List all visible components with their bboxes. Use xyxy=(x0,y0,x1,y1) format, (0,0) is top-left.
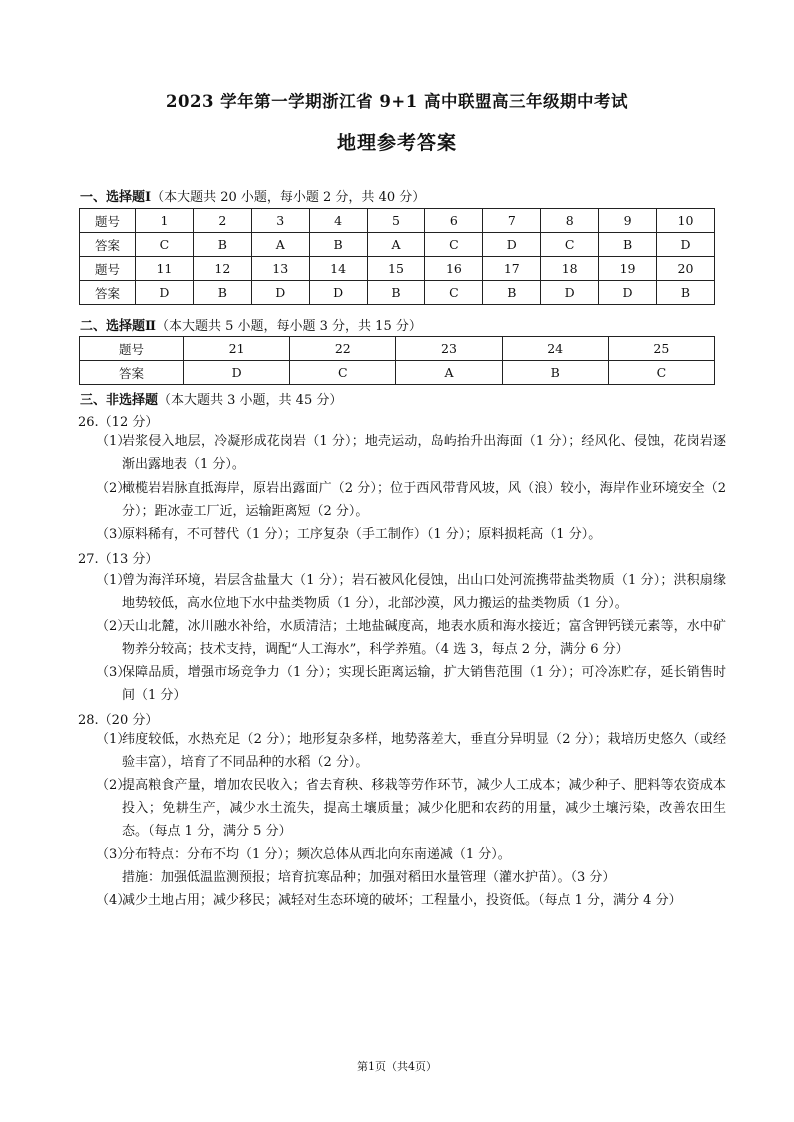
table-cell: D xyxy=(483,233,541,257)
table-cell: C xyxy=(425,233,483,257)
table-cell: C xyxy=(136,233,194,257)
table-cell: 6 xyxy=(425,209,483,233)
table-cell: 19 xyxy=(599,257,657,281)
q28-answer-4 xyxy=(96,889,726,912)
answer-text: 原料稀有，不可替代（1 分）；工序复杂（手工制作）（1 分）；原料损耗高（1 分）。 xyxy=(122,527,602,542)
table-row xyxy=(80,361,715,385)
section2-note: （本大题共 5 小题，每小题 3 分，共 15 分） xyxy=(155,319,422,334)
row-label: 题号 xyxy=(80,209,136,233)
row-label: 答案 xyxy=(80,281,136,305)
table-cell: 3 xyxy=(251,209,309,233)
answer-label: （3） xyxy=(96,527,131,542)
answer-label: （2） xyxy=(96,481,131,496)
answer-text: 橄榄岩岩脉直抵海岸，原岩出露面广（2 分）；位于西风带背风坡，风（浪）较小，海岸作业环境安全（2 分）；距冰壶工厂近，运输距离短（2 分）。 xyxy=(122,481,726,519)
table-cell: D xyxy=(184,361,290,385)
q28-title: 28.（20 分） xyxy=(78,713,159,728)
answer-text: 岩浆侵入地层，冷凝形成花岗岩（1 分）；地壳运动，岛屿抬升出海面（1 分）；经风化、侵蚀，花岗岩逐渐出露地表（1 分）。 xyxy=(122,434,726,472)
answer-text: 保障品质，增强市场竞争力（1 分）；实现长距离运输，扩大销售范围（1 分）；可冷冻贮存，延长销售时间（1 分） xyxy=(122,665,726,703)
table-cell: B xyxy=(193,281,251,305)
answer-label: （2） xyxy=(96,619,131,634)
table-cell: 8 xyxy=(541,209,599,233)
table-row xyxy=(80,209,715,233)
table-cell: A xyxy=(396,361,502,385)
table-row xyxy=(80,233,715,257)
answer-label: （4） xyxy=(96,893,131,908)
row-label: 题号 xyxy=(80,257,136,281)
section1-title: 一、选择题Ⅰ xyxy=(80,190,152,205)
section2-heading xyxy=(80,315,422,334)
table-row xyxy=(80,337,715,361)
table-cell: 22 xyxy=(290,337,396,361)
section2-title: 二、选择题Ⅱ xyxy=(80,319,156,334)
section3-title: 三、非选择题 xyxy=(80,393,159,408)
table-cell: 24 xyxy=(502,337,608,361)
table-cell: 9 xyxy=(599,209,657,233)
table-cell: 13 xyxy=(251,257,309,281)
answer-key-subtitle: 地理参考答案 xyxy=(336,132,457,154)
table-cell: 15 xyxy=(367,257,425,281)
table-cell: 10 xyxy=(657,209,715,233)
q26-answer-2 xyxy=(96,477,726,523)
q26-title: 26.（12 分） xyxy=(78,415,159,430)
choice-table-2 xyxy=(79,336,715,385)
table-cell: 12 xyxy=(193,257,251,281)
q26-answer-3 xyxy=(96,523,726,546)
table-cell: 1 xyxy=(136,209,194,233)
table-cell: D xyxy=(136,281,194,305)
table-cell: 20 xyxy=(657,257,715,281)
table-cell: 25 xyxy=(608,337,714,361)
answer-label: （2） xyxy=(96,778,131,793)
answer-text: 天山北麓，冰川融水补给，水质清洁；土地盐碱度高，地表水质和海水接近；富含钾钙镁元素等，水中矿物养分较高；技术支持，调配“人工海水”，科学养殖。（4 选 3，每点 2 分，满分 6 分） xyxy=(122,619,726,657)
table-cell: C xyxy=(425,281,483,305)
table-cell: B xyxy=(367,281,425,305)
q28-answer-3 xyxy=(96,843,726,889)
answer-text-measures: 措施：加强低温监测预报；培育抗寒品种；加强对稻田水量管理（灌水护苗）。（3 分） xyxy=(122,870,616,885)
table-row xyxy=(80,257,715,281)
q28-answer-2 xyxy=(96,774,726,843)
answer-text: 曾为海洋环境，岩层含盐量大（1 分）；岩石被风化侵蚀，出山口处河流携带盐类物质（1 分）；洪积扇缘地势较低，高水位地下水中盐类物质（1 分），北部沙漠，风力搬运的盐类物质（1 分）。 xyxy=(122,573,726,611)
row-label: 答案 xyxy=(80,361,184,385)
table-cell: A xyxy=(251,233,309,257)
answer-text: 减少土地占用；减少移民；减轻对生态环境的破坏；工程量小，投资低。（每点 1 分，满分 4 分） xyxy=(122,893,682,908)
table-row xyxy=(80,281,715,305)
answer-label: （3） xyxy=(96,847,131,862)
table-cell: C xyxy=(290,361,396,385)
table-cell: 17 xyxy=(483,257,541,281)
section1-note: （本大题共 20 小题，每小题 2 分，共 40 分） xyxy=(151,190,426,205)
table-cell: B xyxy=(309,233,367,257)
section3-note: （本大题共 3 小题，共 45 分） xyxy=(158,393,343,408)
q27-answer-3 xyxy=(96,661,726,707)
answer-text: 纬度较低，水热充足（2 分）；地形复杂多样，地势落差大，垂直分异明显（2 分）；栽培历史悠久（或经验丰富），培育了不同品种的水稻（2 分）。 xyxy=(122,732,726,770)
table-cell: B xyxy=(193,233,251,257)
table-cell: 5 xyxy=(367,209,425,233)
table-cell: A xyxy=(367,233,425,257)
answer-label: （1） xyxy=(96,573,131,588)
q27-answer-1 xyxy=(96,569,726,615)
section1-heading xyxy=(80,186,425,205)
table-cell: D xyxy=(541,281,599,305)
table-cell: 11 xyxy=(136,257,194,281)
table-cell: 16 xyxy=(425,257,483,281)
row-label: 答案 xyxy=(80,233,136,257)
q27-answer-2 xyxy=(96,615,726,661)
section3-heading xyxy=(80,389,342,408)
table-cell: D xyxy=(251,281,309,305)
table-cell: B xyxy=(599,233,657,257)
answer-label: （3） xyxy=(96,665,131,680)
q26-answer-1 xyxy=(96,430,726,476)
q27-title: 27.（13 分） xyxy=(78,552,159,567)
table-cell: 14 xyxy=(309,257,367,281)
table-cell: B xyxy=(502,361,608,385)
answer-label: （1） xyxy=(96,732,131,747)
table-cell: C xyxy=(608,361,714,385)
table-cell: 4 xyxy=(309,209,367,233)
table-cell: D xyxy=(309,281,367,305)
table-cell: D xyxy=(657,233,715,257)
table-cell: 21 xyxy=(184,337,290,361)
table-cell: C xyxy=(541,233,599,257)
row-label: 题号 xyxy=(80,337,184,361)
answer-text: 提高粮食产量，增加农民收入；省去育秧、移栽等劳作环节，减少人工成本；减少种子、肥料等农资成本投入；免耕生产，减少水土流失，提高土壤质量；减少化肥和农药的用量，减少土壤污染，改善农田生态。（每点 1 分，满分 5 分） xyxy=(122,778,726,839)
table-cell: D xyxy=(599,281,657,305)
exam-title: 2023 学年第一学期浙江省 9+1 高中联盟高三年级期中考试 xyxy=(166,92,628,111)
answer-label: （1） xyxy=(96,434,131,449)
table-cell: 7 xyxy=(483,209,541,233)
answer-text: 分布特点：分布不均（1 分）；频次总体从西北向东南递减（1 分）。 xyxy=(122,847,511,862)
table-cell: 2 xyxy=(193,209,251,233)
q28-answer-1 xyxy=(96,728,726,774)
table-cell: 18 xyxy=(541,257,599,281)
table-cell: B xyxy=(483,281,541,305)
table-cell: 23 xyxy=(396,337,502,361)
choice-table-1 xyxy=(79,208,715,305)
table-cell: B xyxy=(657,281,715,305)
page-number: 第1页（共4页） xyxy=(357,1060,437,1073)
